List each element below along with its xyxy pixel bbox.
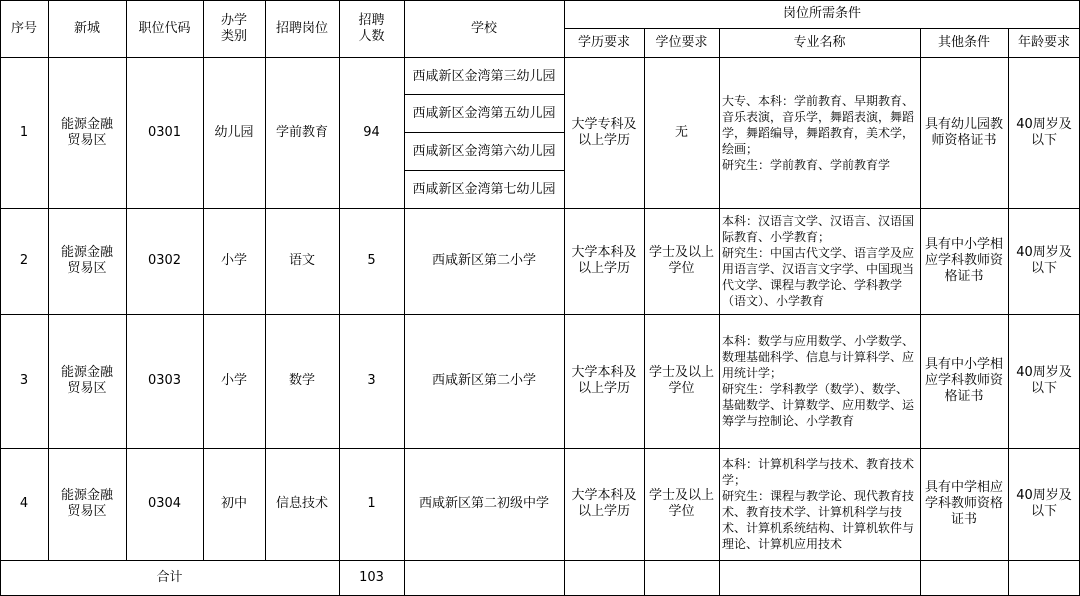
- row3-type: 小学: [220, 373, 247, 388]
- row4-major: 本科：计算机科学与技术、教育技术学； 研究生：课程与教学论、现代教育技术、教育技术学、计算机科学与技术、计算机系统结构、计算机软件与理论、计算机应用技术: [722, 457, 915, 551]
- header-requirements: 岗位所需条件: [782, 6, 861, 21]
- row3-post: 数学: [288, 373, 315, 388]
- row4-code: 0304: [147, 496, 182, 511]
- row1-major: 大专、本科：学前教育、早期教育、音乐表演，音乐学，舞蹈表演，舞蹈学，舞蹈编导，舞蹈教育，美术学，绘画； 研究生：学前教育、学前教育学: [722, 94, 915, 172]
- row3-code: 0303: [147, 373, 182, 388]
- row4-district: 能源金融贸易区: [60, 488, 113, 519]
- row2-major: 本科：汉语言文学、汉语言、汉语国际教育、小学教育； 研究生：中国古代文学、语言学及应用语言学、汉语言文字学、中国现当代文学、课程与教学论、学科教学（语文）、小学教育: [722, 214, 915, 308]
- row4-degree: 学士及以上学位: [648, 488, 714, 519]
- row1-post: 学前教育: [275, 125, 328, 140]
- row3-school: 西咸新区第二小学: [431, 373, 536, 388]
- row1-school-4: 西咸新区金湾第七幼儿园: [412, 181, 556, 197]
- header-recruit-post: 招聘岗位: [275, 21, 328, 36]
- header-major: 专业名称: [793, 35, 846, 50]
- row1-count: 94: [363, 125, 380, 140]
- row2-count: 5: [367, 253, 376, 268]
- row1-education: 大学专科及以上学历: [571, 117, 637, 148]
- row2-code: 0302: [147, 253, 182, 268]
- row1-code: 0301: [147, 125, 182, 140]
- header-education: 学历要求: [577, 35, 630, 50]
- header-school: 学校: [470, 21, 497, 36]
- row2-age: 40周岁及以下: [1016, 245, 1072, 276]
- row2-degree: 学士及以上学位: [648, 245, 714, 276]
- row4-count: 1: [367, 496, 376, 511]
- row2-education: 大学本科及以上学历: [571, 245, 637, 276]
- row2-district: 能源金融贸易区: [60, 245, 113, 276]
- row3-other: 具有中小学相应学科教师资格证书: [925, 357, 1004, 404]
- row1-school-1: 西咸新区金湾第三幼儿园: [412, 68, 556, 84]
- row1-other: 具有幼儿园教师资格证书: [925, 117, 1004, 148]
- header-degree: 学位要求: [655, 35, 708, 50]
- row3-district: 能源金融贸易区: [60, 365, 113, 396]
- row4-age: 40周岁及以下: [1016, 488, 1072, 519]
- row4-education: 大学本科及以上学历: [571, 488, 637, 519]
- row4-post: 信息技术: [275, 496, 328, 511]
- row3-major: 本科：数学与应用数学、小学数学、数理基础科学、信息与计算科学、应用统计学； 研究生：学科教学（数学）、数学、基础数学、计算数学、应用数学、运筹学与控制论、小学教育: [722, 334, 915, 428]
- row4-school: 西咸新区第二初级中学: [418, 496, 549, 511]
- header-school-type: 办学类别: [220, 13, 247, 44]
- header-district: 新城: [73, 21, 100, 36]
- row3-age: 40周岁及以下: [1016, 365, 1072, 396]
- header-other: 其他条件: [937, 35, 990, 50]
- row3-education: 大学本科及以上学历: [571, 365, 637, 396]
- row1-type: 幼儿园: [214, 125, 254, 140]
- row4-seq: 4: [19, 496, 29, 511]
- header-seq: 序号: [10, 21, 37, 36]
- row1-school-3: 西咸新区金湾第六幼儿园: [412, 144, 556, 159]
- row1-seq: 1: [19, 125, 29, 140]
- row1-age: 40周岁及以下: [1016, 117, 1072, 148]
- header-position-code: 职位代码: [138, 21, 191, 36]
- row2-type: 小学: [220, 253, 247, 268]
- row3-seq: 3: [19, 373, 29, 388]
- row3-count: 3: [367, 373, 376, 388]
- header-recruit-count: 招聘人数: [358, 13, 385, 44]
- row3-degree: 学士及以上学位: [648, 365, 714, 396]
- row2-school: 西咸新区第二小学: [431, 253, 536, 268]
- row4-type: 初中: [220, 496, 247, 511]
- total-count: 103: [359, 570, 384, 585]
- row4-other: 具有中学相应学科教师资格证书: [925, 480, 1004, 527]
- row2-other: 具有中小学相应学科教师资格证书: [925, 237, 1004, 284]
- row1-school-2: 西咸新区金湾第五幼儿园: [412, 106, 556, 121]
- row1-district: 能源金融贸易区: [60, 117, 113, 148]
- total-label: 合计: [156, 570, 183, 585]
- row2-post: 语文: [288, 253, 315, 268]
- row2-seq: 2: [19, 253, 29, 268]
- header-age: 年龄要求: [1017, 35, 1070, 50]
- row1-degree: 无: [674, 125, 688, 140]
